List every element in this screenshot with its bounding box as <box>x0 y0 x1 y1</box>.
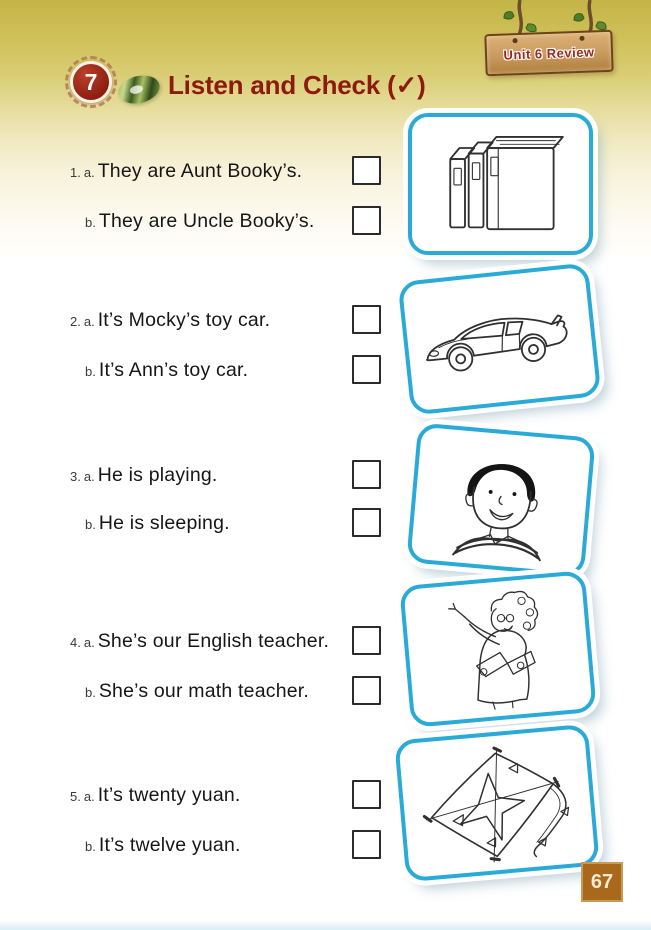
option-text: It’s Ann’s toy car. <box>98 359 249 381</box>
checkbox-5a[interactable] <box>352 780 381 809</box>
nail-icon <box>579 36 584 41</box>
option-text: She’s our math teacher. <box>98 680 310 702</box>
checkbox-3b[interactable] <box>352 508 381 537</box>
option-text: She’s our English teacher. <box>97 630 330 652</box>
option-text: It’s twelve yuan. <box>98 834 241 856</box>
option-text: They are Uncle Booky’s. <box>98 210 315 232</box>
question-5-option-a <box>70 782 241 810</box>
option-letter: a. <box>83 469 95 484</box>
teacher-illustration <box>413 579 583 718</box>
question-5-option-b <box>85 832 241 860</box>
option-text: He is playing. <box>97 464 218 486</box>
checkbox-1a[interactable] <box>352 156 381 185</box>
option-text: They are Aunt Booky’s. <box>97 160 303 182</box>
checkbox-2a[interactable] <box>352 305 381 334</box>
question-4-option-a <box>70 628 329 656</box>
picture-frame-boy <box>406 423 596 578</box>
bottom-edge-decoration <box>0 920 651 930</box>
option-letter: b. <box>85 364 96 379</box>
question-4-option-b <box>85 678 309 706</box>
question-2-option-b <box>85 357 248 385</box>
page-title: Listen and Check (✓) <box>168 70 426 100</box>
page-number: 67 <box>590 870 614 893</box>
option-letter: b. <box>85 685 96 700</box>
activity-number-badge <box>70 61 112 103</box>
question-number: 3. <box>70 469 81 484</box>
checkbox-4b[interactable] <box>352 676 381 705</box>
picture-frame-toy-car <box>398 262 602 415</box>
unit-banner <box>484 30 613 76</box>
kite-illustration <box>406 734 588 873</box>
option-letter: a. <box>83 635 95 650</box>
checkbox-4a[interactable] <box>352 626 381 655</box>
question-2-option-a <box>70 307 270 335</box>
option-text: It’s twenty yuan. <box>97 784 241 806</box>
option-letter: a. <box>83 165 95 180</box>
option-text: It’s Mocky’s toy car. <box>97 309 271 331</box>
question-1-option-b <box>85 208 314 236</box>
question-number: 2. <box>70 314 81 329</box>
option-text: He is sleeping. <box>98 512 230 534</box>
checkbox-3a[interactable] <box>352 460 381 489</box>
picture-frame-kite <box>394 724 600 882</box>
picture-frame-books <box>408 113 593 255</box>
picture-frame-teacher <box>399 570 597 728</box>
option-letter: a. <box>83 789 95 804</box>
option-letter: b. <box>85 517 96 532</box>
unit-banner-label: Unit 6 Review <box>503 43 595 63</box>
checkbox-1b[interactable] <box>352 206 381 235</box>
question-1-option-a <box>70 158 302 186</box>
nail-icon <box>512 38 517 43</box>
checkbox-2b[interactable] <box>352 355 381 384</box>
page-number-badge <box>581 862 623 902</box>
option-letter: b. <box>85 215 96 230</box>
question-number: 5. <box>70 789 81 804</box>
question-3-option-b <box>85 510 230 538</box>
question-number: 4. <box>70 635 81 650</box>
toy-car-illustration <box>410 283 589 395</box>
question-number: 1. <box>70 165 81 180</box>
activity-number: 7 <box>84 68 98 95</box>
boy-illustration <box>418 431 583 568</box>
listen-icon <box>115 71 162 107</box>
three-books-illustration <box>421 124 581 244</box>
option-letter: a. <box>83 314 95 329</box>
checkbox-5b[interactable] <box>352 830 381 859</box>
option-letter: b. <box>85 839 96 854</box>
question-3-option-a <box>70 462 218 490</box>
